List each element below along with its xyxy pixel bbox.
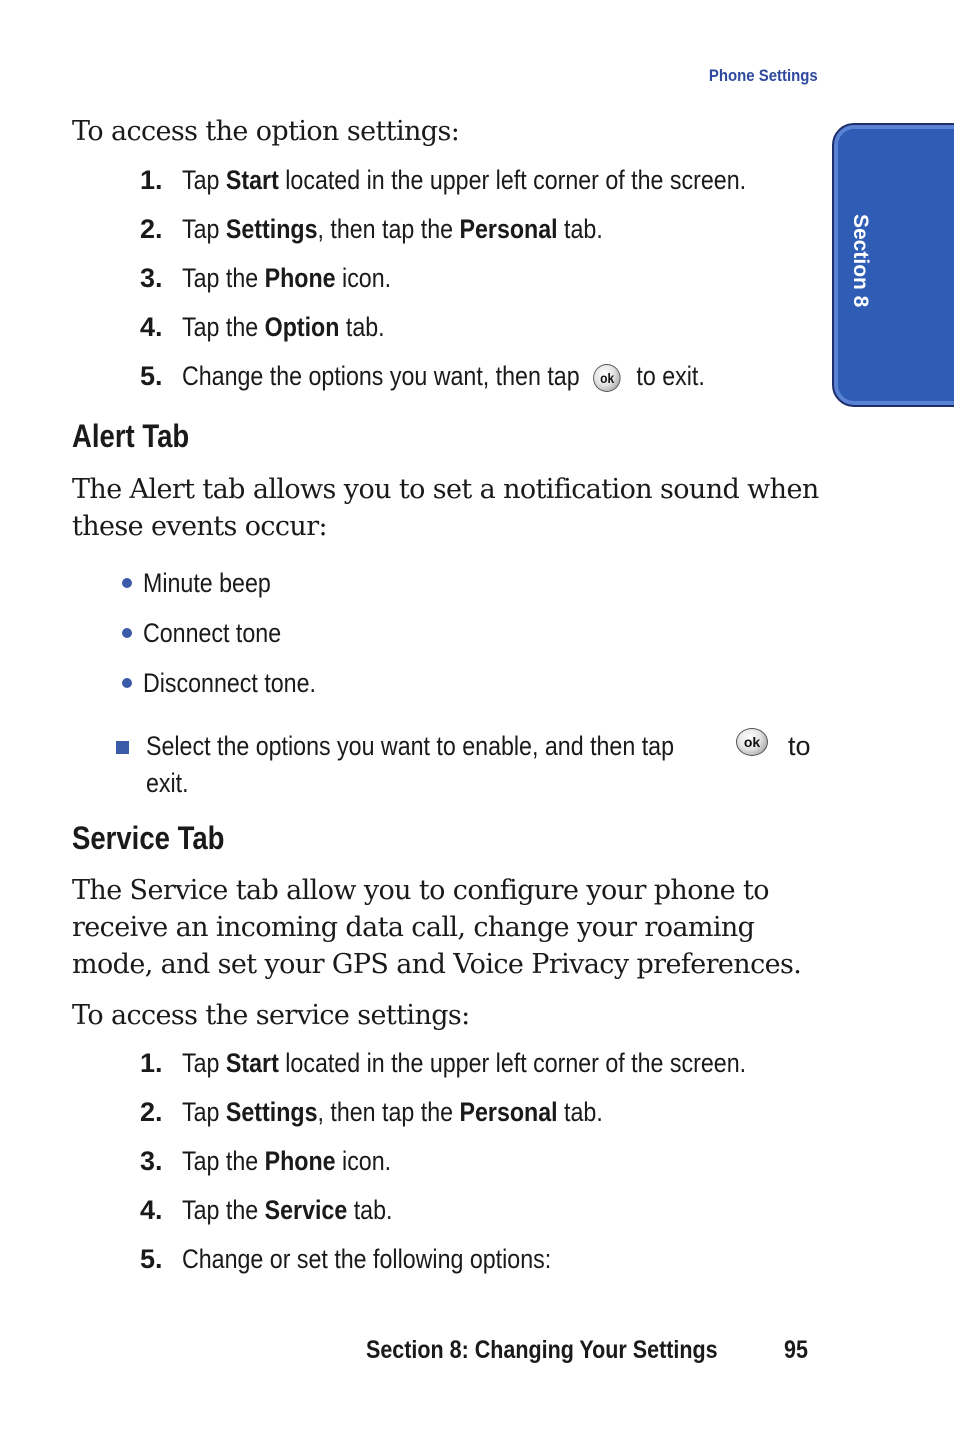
service-step-3 (140, 1144, 838, 1193)
step-number: 5. (140, 1244, 163, 1274)
bullet-icon (122, 578, 132, 588)
step-text: Change or set the following options: (182, 1244, 552, 1274)
step-text: Tap Settings, then tap the Personal tab. (182, 214, 603, 244)
list-item: Connect tone (122, 616, 344, 666)
step-number: 3. (140, 1146, 163, 1176)
list-item: Disconnect tone. (122, 666, 344, 716)
option-intro: To access the option settings: (72, 116, 460, 147)
step-text: Tap Start located in the upper left corner of the screen. (182, 165, 747, 195)
step-number: 4. (140, 1195, 163, 1225)
list-item: Minute beep (122, 566, 344, 616)
service-tab-heading: Service Tab (72, 820, 225, 856)
step-text: Tap the Phone icon. (182, 263, 392, 293)
step-number: 2. (140, 1097, 163, 1127)
bullet-icon (122, 628, 132, 638)
option-step-1 (140, 163, 838, 212)
alert-tab-heading: Alert Tab (72, 418, 190, 454)
option-step-3 (140, 261, 838, 310)
section-tab-label: Section 8 (849, 214, 872, 308)
service-body: The Service tab allow you to configure your phone to receive an incoming data call, change your roaming mode, and set your GPS and Voice Privacy preferences. (72, 875, 802, 980)
bullet-icon (122, 678, 132, 688)
step-number: 3. (140, 263, 163, 293)
ok-icon: ok (736, 728, 768, 756)
alert-events-list (122, 566, 344, 716)
option-step-2 (140, 212, 838, 261)
service-step-4 (140, 1193, 838, 1242)
step-number: 2. (140, 214, 163, 244)
alert-body: The Alert tab allows you to set a notification sound when these events occur: (72, 474, 819, 542)
step-number: 4. (140, 312, 163, 342)
step-number: 1. (140, 165, 163, 195)
step-text: Tap Settings, then tap the Personal tab. (182, 1097, 603, 1127)
running-header: Phone Settings (709, 66, 818, 85)
square-bullet-icon (116, 741, 129, 754)
option-step-5 (140, 359, 838, 408)
footer-section-title: Section 8: Changing Your Settings (366, 1336, 718, 1364)
service-intro: To access the service settings: (72, 1000, 470, 1031)
step-text: Tap Start located in the upper left corner of the screen. (182, 1048, 747, 1078)
service-step-5 (140, 1242, 838, 1291)
step-text: Tap the Option tab. (182, 312, 385, 342)
page-number: 95 (784, 1336, 808, 1364)
manual-page: Phone Settings Section 8 To access the option settings: 1. Tap Start located in the upper left corner of the screen. 2. Tap Settings, then tap the Personal tab. 3. Tap the Phone icon. 4. Tap the Option tab. 5. Change the options you want, then tap ok to exit. Alert Tab The Alert tab allows you to set a notification sound when these events occur: Minute beep Connect tone Disconnect tone. Select the options you want to enable, and then tap ok to exit. Service Tab The Service tab allow you to configure your phone to receive an incoming data call, change your roaming mode, and set your GPS and Voice Privacy preferences. To access the service settings: 1. Tap Start located in the upper left corner of the screen. 2. Tap Settings, then tap the Personal tab. 3. Tap the Phone icon. 4. Tap the Service tab. 5. Change or set the following options: Section 8: Changing Your Settings 95 (0, 0, 954, 1433)
service-step-2 (140, 1095, 838, 1144)
step-number: 5. (140, 361, 163, 391)
step-text: Tap the Service tab. (182, 1195, 393, 1225)
option-steps (140, 163, 838, 408)
step-number: 1. (140, 1048, 163, 1078)
service-steps (140, 1046, 838, 1291)
service-step-1 (140, 1046, 838, 1095)
ok-icon: ok (593, 364, 621, 392)
step-text: Change the options you want, then tap ok to exit. (182, 361, 705, 391)
option-step-4 (140, 310, 838, 359)
step-text: Tap the Phone icon. (182, 1146, 392, 1176)
